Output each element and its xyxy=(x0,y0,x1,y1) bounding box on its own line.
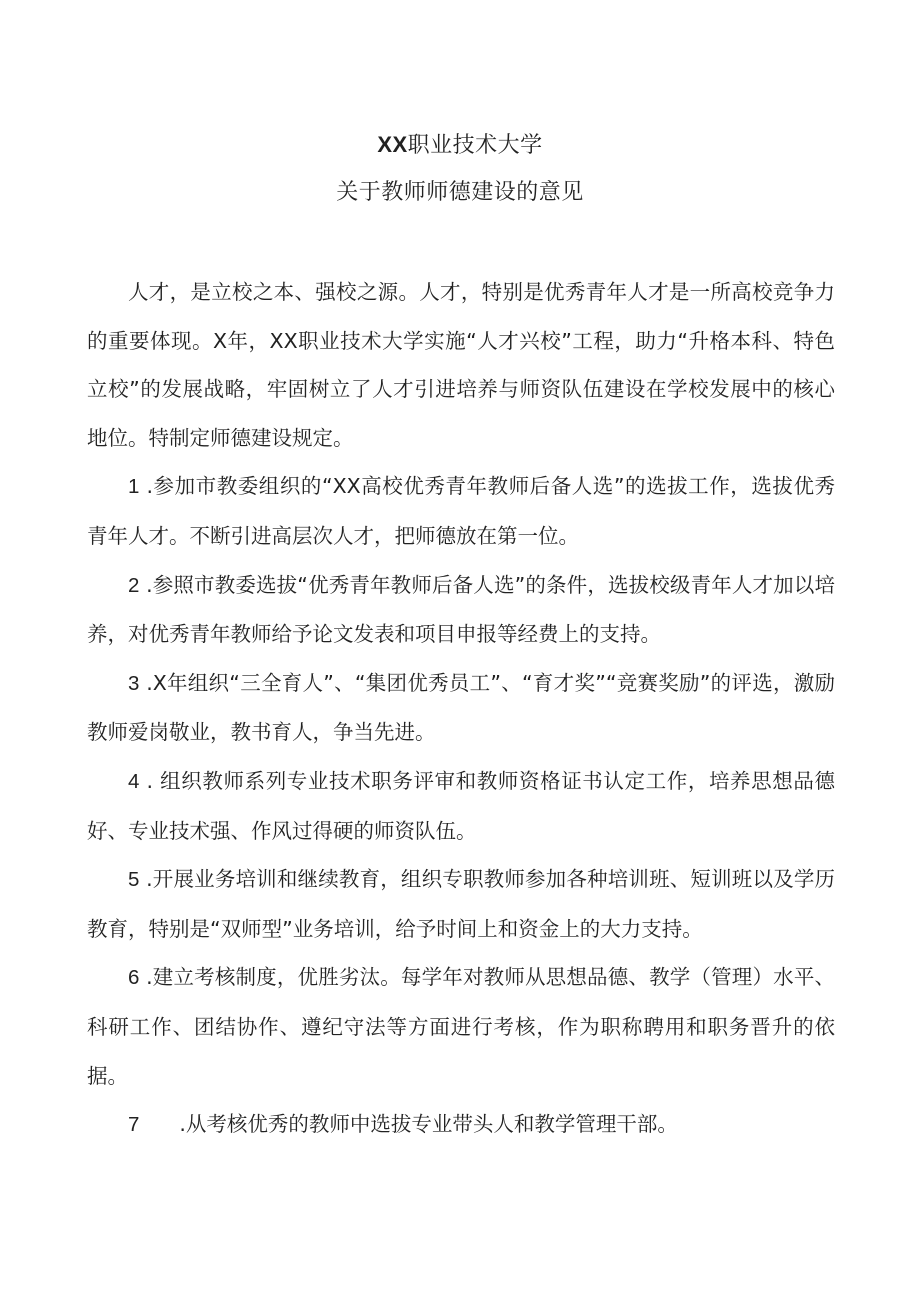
item-text: . 组织教师系列专业技术职务评审和教师资格证书认定工作，培养思想品德好、专业技术强、作风过得硬的师资队伍。 xyxy=(87,768,835,843)
item-number: 3 xyxy=(128,671,140,695)
list-item xyxy=(87,855,835,953)
list-item xyxy=(87,462,835,560)
item-text: .X年组织“三全育人”、“集团优秀员工”、“育才奖”“竞赛奖励”的评选，激励教师爱岗敬业，教书育人，争当先进。 xyxy=(87,670,835,745)
title-rest: 职业技术大学 xyxy=(407,133,543,158)
item-number: 2 xyxy=(128,573,140,597)
title-lead: XX xyxy=(377,132,408,157)
list-item xyxy=(87,953,835,1100)
intro-paragraph: 人才，是立校之本、强校之源。人才，特别是优秀青年人才是一所高校竞争力的重要体现。X年，XX职业技术大学实施“人才兴校”工程，助力“升格本科、特色立校”的发展战略，牢固树立了人才引进培养与师资队伍建设在学校发展中的核心地位。特制定师德建设规定。 xyxy=(87,280,835,450)
document-body xyxy=(87,268,835,1150)
item-number: 5 xyxy=(128,868,140,892)
list-item xyxy=(87,757,835,855)
document-subtitle: 关于教师师德建设的意见 xyxy=(336,180,584,205)
item-text: .建立考核制度，优胜劣汰。每学年对教师从思想品德、教学（管理）水平、科研工作、团结协作、遵纪守法等方面进行考核，作为职称聘用和职务晋升的依据。 xyxy=(87,965,835,1088)
item-text: .参照市教委选拔“优秀青年教师后备人选”的条件，选拔校级青年人才加以培养，对优秀青年教师给予论文发表和项目申报等经费上的支持。 xyxy=(87,572,835,647)
item-number: 7 xyxy=(128,1113,140,1137)
list-item xyxy=(87,1100,835,1150)
document-title xyxy=(0,130,920,161)
item-text: .开展业务培训和继续教育，组织专职教师参加各种培训班、短训班以及学历教育，特别是“双师型”业务培训，给予时间上和资金上的大力支持。 xyxy=(87,867,835,941)
item-number: 4 xyxy=(128,769,140,793)
list-item xyxy=(87,659,835,757)
item-number: 1 xyxy=(128,475,140,499)
list-item xyxy=(87,561,835,659)
item-number: 6 xyxy=(128,966,140,990)
item-text: .从考核优秀的教师中选拔专业带头人和教学管理干部。 xyxy=(179,1112,678,1137)
item-text: .参加市教委组织的“XX高校优秀青年教师后备人选”的选拔工作，选拔优秀青年人才。不断引进高层次人才，把师德放在第一位。 xyxy=(87,474,835,548)
